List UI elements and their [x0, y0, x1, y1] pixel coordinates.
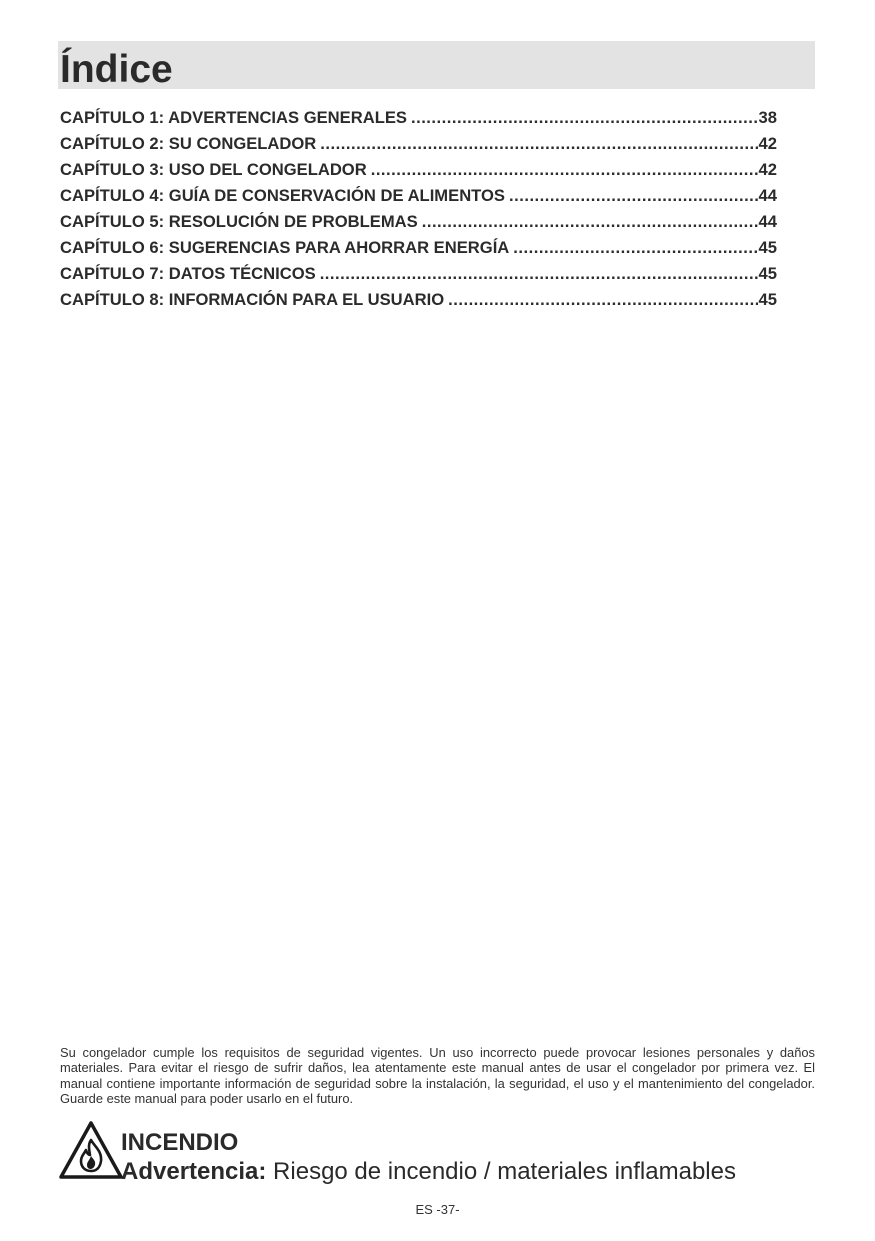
- toc-item-4[interactable]: [60, 186, 777, 212]
- fire-warning-block: [58, 1120, 818, 1190]
- toc-leader-dots: [448, 290, 757, 310]
- toc-leader-dots: [513, 238, 757, 258]
- toc-item-page: 45: [758, 290, 777, 309]
- warning-heading: INCENDIO: [121, 1129, 239, 1156]
- toc-item-page: 44: [758, 186, 777, 205]
- toc-leader-dots: [411, 108, 758, 128]
- toc-item-page: 42: [758, 134, 777, 153]
- toc-item-6[interactable]: [60, 238, 777, 264]
- toc-item-7[interactable]: [60, 264, 777, 290]
- toc-leader-dots: [509, 186, 758, 206]
- warning-description: Riesgo de incendio / materiales inflamables: [266, 1158, 736, 1185]
- toc-item-3[interactable]: [60, 160, 777, 186]
- toc-item-label: CAPÍTULO 6: SUGERENCIAS PARA AHORRAR ENERGÍA: [60, 238, 510, 257]
- toc-item-page: 38: [758, 108, 777, 127]
- toc-item-8[interactable]: [60, 290, 777, 316]
- toc-item-label: CAPÍTULO 3: USO DEL CONGELADOR: [60, 160, 367, 179]
- toc-item-label: CAPÍTULO 8: INFORMACIÓN PARA EL USUARIO: [60, 290, 445, 309]
- table-of-contents: [60, 108, 777, 316]
- fire-warning-icon: [58, 1120, 124, 1180]
- warning-message: [121, 1158, 736, 1186]
- toc-leader-dots: [320, 264, 758, 284]
- toc-item-page: 45: [758, 264, 777, 283]
- toc-item-page: 42: [758, 160, 777, 179]
- toc-item-page: 45: [758, 238, 777, 257]
- intro-paragraph: Su congelador cumple los requisitos de seguridad vigentes. Un uso incorrecto puede provocar lesiones personales y daños materiales. Para evitar el riesgo de sufrir daños, lea atentamente este manual antes de usar el congelador por primera vez. El manual contiene importante información de seguridad sobre la instalación, la seguridad, el uso y el mantenimiento del congelador. Guarde este manual para poder usarlo en el futuro.: [60, 1045, 815, 1107]
- toc-leader-dots: [371, 160, 758, 180]
- toc-item-label: CAPÍTULO 5: RESOLUCIÓN DE PROBLEMAS: [60, 212, 418, 231]
- toc-item-label: CAPÍTULO 2: SU CONGELADOR: [60, 134, 317, 153]
- toc-item-page: 44: [758, 212, 777, 231]
- page-number: ES -37-: [415, 1202, 460, 1217]
- toc-item-label: CAPÍTULO 4: GUÍA DE CONSERVACIÓN DE ALIMENTOS: [60, 186, 505, 205]
- warning-lead: Advertencia:: [121, 1158, 267, 1185]
- toc-item-5[interactable]: [60, 212, 777, 238]
- toc-leader-dots: [422, 212, 758, 232]
- page-title: Índice: [60, 48, 173, 91]
- toc-item-label: CAPÍTULO 7: DATOS TÉCNICOS: [60, 264, 316, 283]
- toc-leader-dots: [320, 134, 757, 154]
- toc-item-1[interactable]: [60, 108, 777, 134]
- toc-item-2[interactable]: [60, 134, 777, 160]
- toc-item-label: CAPÍTULO 1: ADVERTENCIAS GENERALES: [60, 108, 407, 127]
